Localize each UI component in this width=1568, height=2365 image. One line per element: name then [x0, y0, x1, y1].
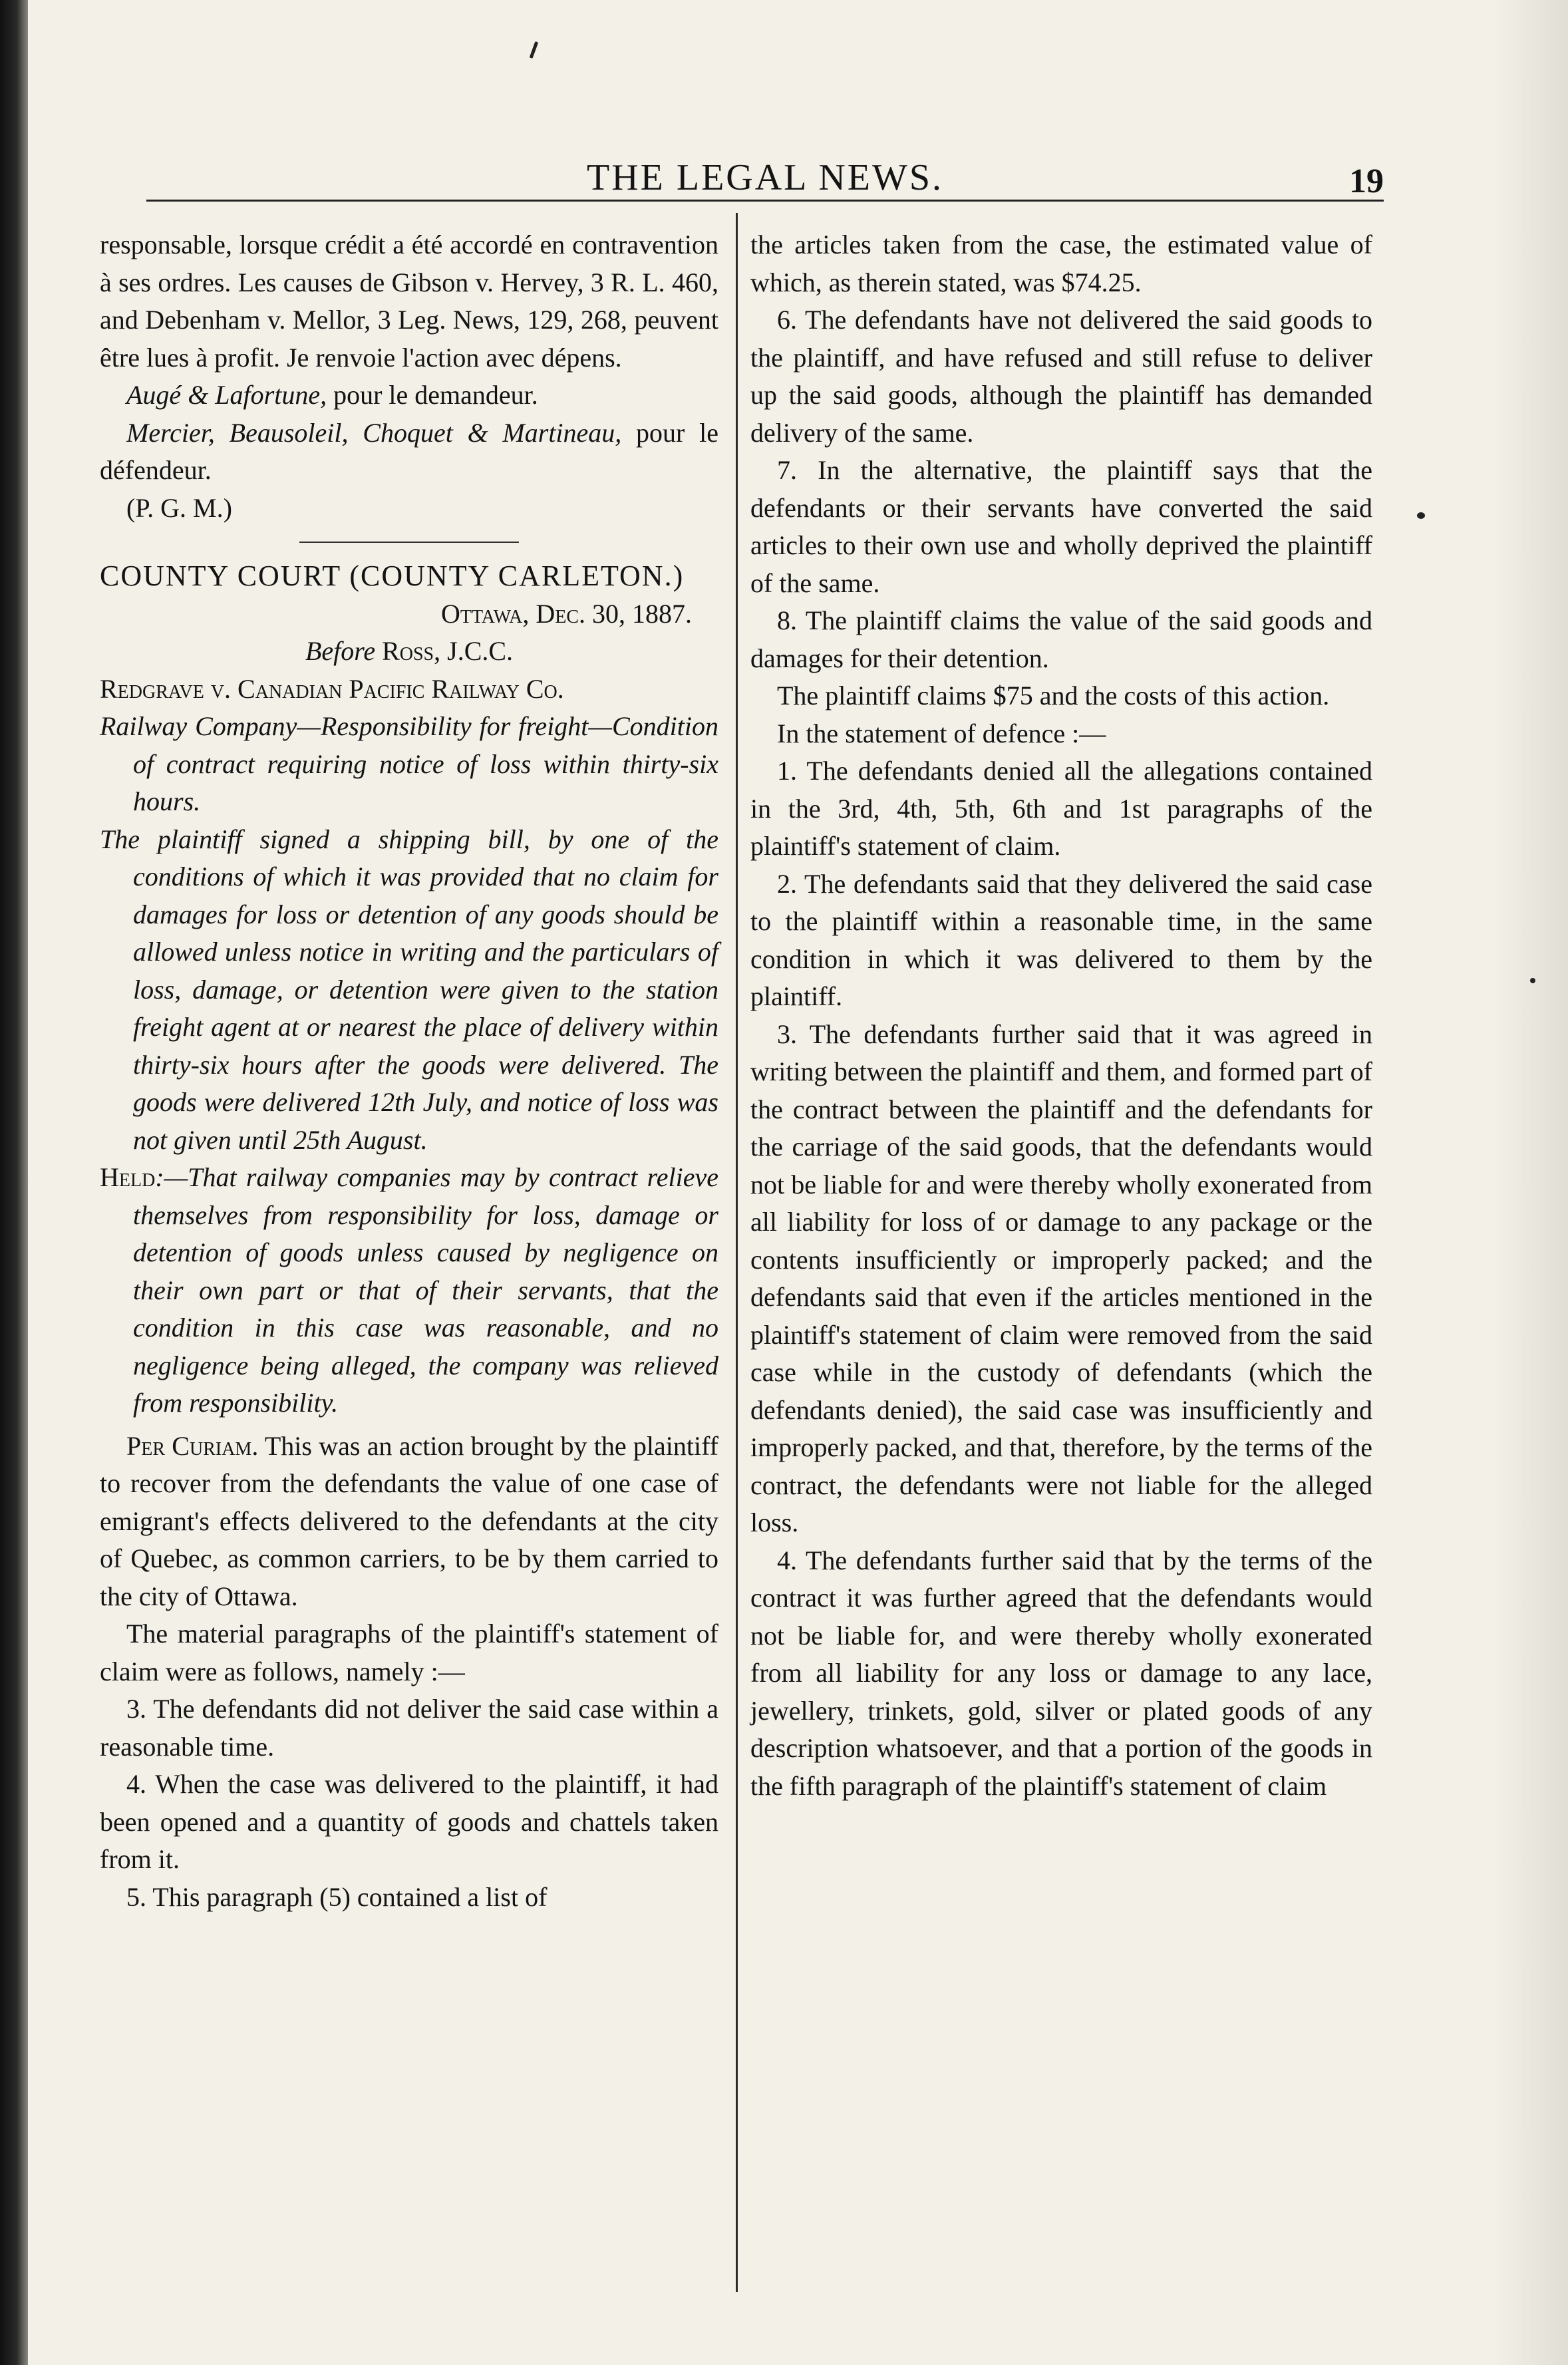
counsel-defendant-role: pour le défendeur. [100, 417, 718, 485]
scan-speck [530, 41, 539, 59]
running-title: THE LEGAL NEWS. [587, 157, 943, 198]
defence-paragraph-1: 1. The defendants denied all the allegations contained in the 3rd, 4th, 5th, 6th and 1st paragraphs of the plaintiff's statement of claim. [750, 756, 1372, 861]
held-text: :—That railway companies may by contract relieve themselves from responsibility for loss, damage or detention of goods unless caused by negligence on their own part or that of their servants, that the condition in this case was reasonable, and no negligence being alleged, the company was relieved from responsibility. [133, 1162, 718, 1418]
paragraph-material: The material paragraphs of the plaintiff's statement of claim were as follows, namely :— [100, 1619, 718, 1686]
judge-line [100, 633, 718, 671]
page-number: 19 [1349, 162, 1384, 200]
counsel-defendant [100, 414, 718, 490]
held-paragraph [100, 1159, 718, 1422]
per-curiam-label: Per Curiam. [126, 1430, 259, 1461]
scan-edge-left [0, 0, 28, 2365]
paragraph-defence-intro: In the statement of defence :— [777, 718, 1106, 748]
paragraph-continuation: responsable, lorsque crédit a été accordé en contravention à ses ordres. Les causes de Gibson v. Hervey, 3 R. L. 460, and Debenham v. Mellor, 3 Leg. News, 129, 268, peuvent être lues à profit. Je renvoie l'action avec dépens. [100, 230, 718, 373]
column-rule [736, 213, 738, 2292]
held-label: Held [100, 1162, 156, 1192]
reporter-initials: (P. G. M.) [126, 492, 232, 523]
section-separator [299, 542, 519, 543]
paragraph-4: 4. When the case was delivered to the plaintiff, it had been opened and a quantity of goods and chattels taken from it. [100, 1769, 718, 1874]
counsel-plaintiff-role: pour le demandeur. [327, 380, 538, 410]
spacer [100, 1422, 718, 1428]
paragraph-7: 7. In the alternative, the plaintiff says that the defendants or their servants have converted the said articles to their own use and wholly deprived the plaintiff of the same. [750, 455, 1372, 598]
judge-name: Ross, J.C.C. [375, 636, 514, 666]
case-title: Redgrave v. Canadian Pacific Railway Co. [100, 673, 564, 704]
place-date: Ottawa, Dec. 30, 1887. [440, 598, 692, 629]
left-column [100, 226, 718, 1916]
defence-paragraph-3: 3. The defendants further said that it was agreed in writing between the plaintiff and them, and formed part of the contract between the plaintiff and the defendants for the carriage of the said goods, that the defendants would not be liable for and were thereby wholly exonerated from all liability for loss of or damage to any package or the contents insufficiently or improperly packed; and the defendants said that even if the articles mentioned in the plaintiff's statement of claim were removed from the said case while in the custody of defendants (which the defendants denied), the said case was insufficiently and improperly packed, and that, therefore, by the terms of the contract, the defendants were not liable for the alleged loss. [750, 1019, 1372, 1537]
defence-paragraph-2: 2. The defendants said that they delivered the said case to the plaintiff within a reasonable time, in the same condition in which it was delivered to them by the plaintiff. [750, 868, 1372, 1011]
defence-paragraph-4: 4. The defendants further said that by the terms of the contract it was further agreed that the defendants would not be liable for, and were thereby wholly exonerated from all liability for any loss or damage to any lace, jewellery, trinkets, gold, silver or plated goods of any description whatsoever, and that a portion of the goods in the fifth paragraph of the plaintiff's statement of claim [750, 1545, 1372, 1801]
paragraph-claims: The plaintiff claims $75 and the costs of this action. [777, 681, 1330, 710]
headnote-subject: Railway Company—Responsibility for freight—Condition of contract requiring notice of loss within thirty-six hours. [100, 711, 718, 816]
counsel-plaintiff [100, 377, 718, 414]
court-heading: COUNTY COURT (COUNTY CARLETON.) [100, 559, 685, 592]
counsel-defendant-names: Mercier, Beausoleil, Choquet & Martineau, [126, 417, 622, 448]
before-word: Before [305, 636, 376, 666]
paragraph-8: 8. The plaintiff claims the value of the said goods and damages for their detention. [750, 605, 1372, 673]
scan-edge-right [1495, 0, 1568, 2365]
paragraph-6: 6. The defendants have not delivered the said goods to the plaintiff, and have refused and still refuse to deliver up the said goods, although the plaintiff has demanded delivery of the same. [750, 305, 1372, 448]
page-header [146, 143, 1384, 203]
counsel-plaintiff-names: Augé & Lafortune, [126, 380, 327, 410]
scan-speck [1530, 978, 1535, 983]
right-column [750, 226, 1372, 1805]
headnote-facts: The plaintiff signed a shipping bill, by one of the conditions of which it was provided that no claim for damages for loss or detention of any goods should be allowed unless notice in writing and the particulars of loss, damage, or detention were given to the station freight agent at or nearest the place of delivery within thirty-six hours after the goods were delivered. The goods were delivered 12th July, and notice of loss was not given until 25th August. [100, 824, 718, 1155]
per-curiam-text: This was an action brought by the plaintiff to recover from the defendants the value of one case of emigrant's effects delivered to the defendants at the city of Quebec, as common carriers, to be by them carried to the city of Ottawa. [100, 1430, 719, 1611]
scan-speck [1417, 512, 1425, 519]
paragraph-5: 5. This paragraph (5) contained a list of [126, 1881, 548, 1912]
header-rule [146, 200, 1384, 202]
per-curiam-paragraph [100, 1428, 718, 1616]
paragraph-continuation: the articles taken from the case, the estimated value of which, as therein stated, was $74.25. [750, 230, 1372, 297]
paragraph-3: 3. The defendants did not deliver the said case within a reasonable time. [100, 1694, 718, 1762]
